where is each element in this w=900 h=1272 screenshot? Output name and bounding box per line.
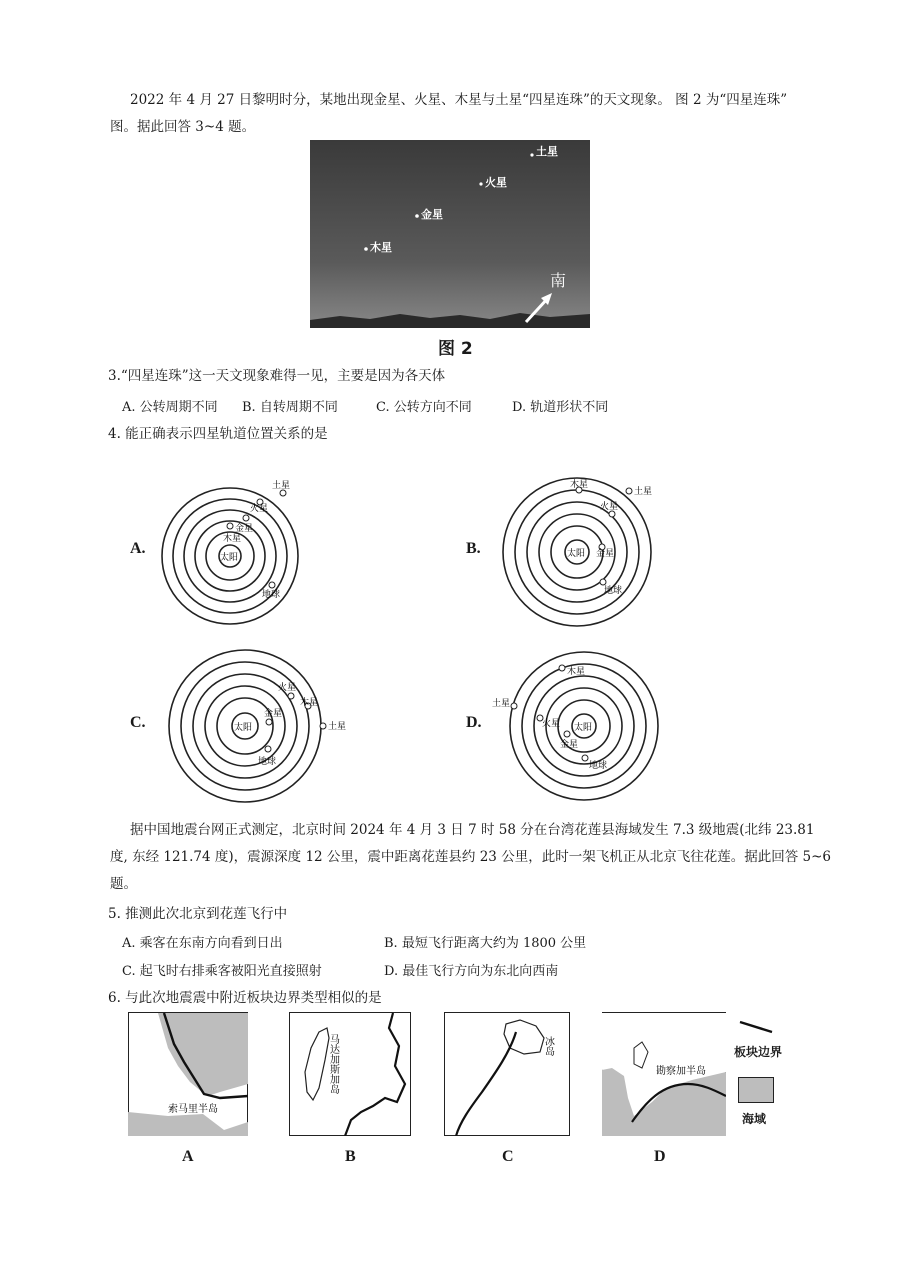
- kamchatka-label: 勘察加半岛: [656, 1066, 706, 1077]
- map-d-letter[interactable]: D: [654, 1148, 666, 1165]
- saturn-label: 土星: [492, 699, 511, 709]
- venus-label: 金星: [421, 208, 443, 221]
- earth-label: 地球: [258, 757, 277, 767]
- earth-label: 地球: [262, 590, 281, 600]
- map-a-letter[interactable]: A: [182, 1148, 194, 1165]
- legend-boundary-icon: [738, 1018, 778, 1038]
- figure-2-caption: 图 2: [438, 339, 473, 359]
- orbit-diagram-d[interactable]: [490, 648, 670, 808]
- q5-stem: 5. 推测此次北京到花莲飞行中: [108, 906, 288, 922]
- legend-sea-label: 海域: [742, 1112, 767, 1126]
- mars-label: 火星: [278, 683, 297, 693]
- iceland-label: 冰岛: [542, 1036, 554, 1056]
- q4-option-c-letter[interactable]: C.: [130, 714, 146, 731]
- intro2-line-1: 据中国地震台网正式测定，北京时间 2024 年 4 月 3 日 7 时 58 分在台湾花莲县海域发生 7.3 级地震(北纬 23.81: [130, 822, 815, 838]
- venus-label: 金星: [235, 524, 254, 534]
- q6-stem: 6. 与此次地震震中附近板块边界类型相似的是: [108, 990, 382, 1006]
- earth-label: 地球: [589, 761, 608, 771]
- mars-label: 火星: [485, 176, 507, 189]
- saturn-label: 土星: [536, 145, 558, 158]
- legend-boundary-label: 板块边界: [734, 1045, 783, 1059]
- legend-sea-swatch: [738, 1077, 774, 1103]
- saturn-label: 土星: [634, 487, 653, 497]
- q3-stem: 3.“四星连珠”这一天文现象难得一见，主要是因为各天体: [108, 368, 446, 384]
- south-label: 南: [550, 271, 567, 290]
- earth-label: 地球: [604, 586, 623, 596]
- map-b-letter[interactable]: B: [345, 1148, 356, 1165]
- intro2-line-3: 题。: [110, 876, 137, 892]
- jupiter-label: 木星: [570, 480, 589, 490]
- intro-line-1: 2022 年 4 月 27 日黎明时分，某地出现金星、火星、木星与土星“四星连珠”的天文现象。 图 2 为“四星连珠”: [130, 92, 788, 108]
- venus-label: 金星: [264, 709, 283, 719]
- q4-stem: 4. 能正确表示四星轨道位置关系的是: [108, 426, 328, 442]
- jupiter-label: 木星: [567, 667, 586, 677]
- map-c[interactable]: [444, 1012, 570, 1136]
- saturn-label: 土星: [272, 481, 291, 491]
- map-b[interactable]: [289, 1012, 411, 1136]
- intro2-line-2: 度, 东经 121.74 度)，震源深度 12 公里，震中距离花莲县约 23 公里，此时一架飞机正从北京飞往花莲。据此回答 5~6: [110, 849, 831, 865]
- intro-line-2: 图。据此回答 3~4 题。: [110, 119, 256, 135]
- q5-option-b[interactable]: B. 最短飞行距离大约为 1800 公里: [384, 936, 587, 951]
- map-a[interactable]: [128, 1012, 248, 1136]
- somali-peninsula-label: 索马里半岛: [168, 1104, 218, 1115]
- q3-option-b[interactable]: B. 自转周期不同: [242, 400, 338, 415]
- madagascar-label: 马达加斯加岛: [327, 1034, 339, 1094]
- night-sky-svg: [310, 140, 590, 328]
- q3-option-a[interactable]: A. 公转周期不同: [122, 400, 218, 415]
- q4-option-a-letter[interactable]: A.: [130, 540, 146, 557]
- q5-option-a[interactable]: A. 乘客在东南方向看到日出: [122, 936, 283, 951]
- jupiter-label: 木星: [223, 534, 242, 544]
- venus-dot: [415, 214, 419, 218]
- four-planets-photo: [310, 140, 590, 328]
- q4-option-b-letter[interactable]: B.: [466, 540, 481, 557]
- venus-label: 金星: [596, 549, 615, 559]
- jupiter-label: 木星: [300, 698, 319, 708]
- sun-label: 太阳: [220, 553, 239, 563]
- q4-option-d-letter[interactable]: D.: [466, 714, 482, 731]
- jupiter-dot: [364, 247, 368, 251]
- venus-label: 金星: [560, 740, 579, 750]
- saturn-label: 土星: [328, 722, 347, 732]
- jupiter-label: 木星: [370, 241, 392, 254]
- orbit-diagram-b[interactable]: [500, 474, 670, 634]
- q3-option-c[interactable]: C. 公转方向不同: [376, 400, 472, 415]
- q3-option-d[interactable]: D. 轨道形状不同: [512, 400, 609, 415]
- map-c-letter[interactable]: C: [502, 1148, 514, 1165]
- sun-label: 太阳: [234, 723, 253, 733]
- mars-dot: [479, 182, 482, 185]
- saturn-dot: [530, 153, 533, 156]
- sun-label: 太阳: [574, 723, 593, 733]
- sun-label: 太阳: [567, 549, 586, 559]
- mars-label: 火星: [600, 502, 619, 512]
- q5-option-c[interactable]: C. 起飞时右排乘客被阳光直接照射: [122, 964, 322, 979]
- map-d[interactable]: [602, 1012, 726, 1136]
- orbit-diagram-c[interactable]: [168, 646, 358, 806]
- mars-label: 火星: [542, 719, 561, 729]
- mars-label: 火星: [250, 504, 269, 514]
- q5-option-d[interactable]: D. 最佳飞行方向为东北向西南: [384, 964, 559, 979]
- orbit-diagram-a[interactable]: [160, 478, 310, 628]
